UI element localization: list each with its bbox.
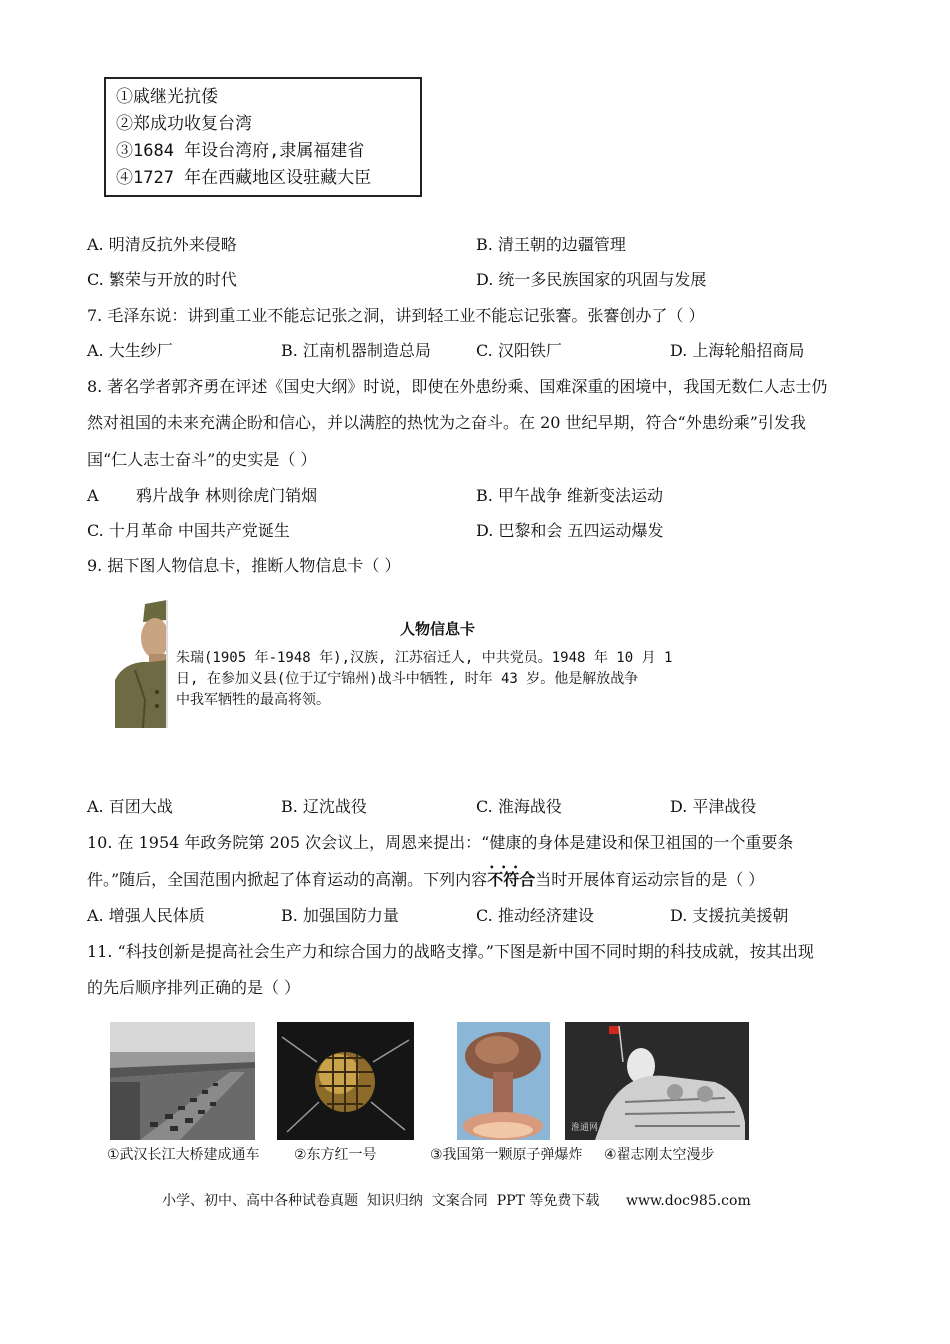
q7-option-c[interactable]: C. 汉阳铁厂 (476, 341, 562, 360)
q11-stem-line-1: 11. “科技创新是提高社会生产力和综合国力的战略支撑。”下图是新中国不同时期的科技成就，按其出现 (87, 942, 814, 961)
q8-option-d[interactable]: D. 巴黎和会 五四运动爆发 (476, 521, 664, 540)
q7-option-d[interactable]: D. 上海轮船招商局 (670, 341, 805, 360)
q7-option-b[interactable]: B. 江南机器制造总局 (281, 341, 431, 360)
q10-option-c[interactable]: C. 推动经济建设 (476, 906, 594, 925)
q10-stem-part-a: 件。”随后，全国范围内掀起了体育运动的高潮。下列内容 (87, 870, 488, 889)
bridge-photo (110, 1022, 255, 1140)
portrait-photo (115, 600, 167, 728)
q10-stem-line-2 (87, 869, 764, 891)
q10-option-d[interactable]: D. 支援抗美援朝 (670, 906, 789, 925)
q7-option-a[interactable]: A. 大生纱厂 (87, 341, 173, 360)
q8-option-a-letter[interactable]: A (87, 486, 99, 505)
caption-3: ③我国第一颗原子弹爆炸 (430, 1147, 583, 1163)
q9-option-a[interactable]: A. 百团大战 (87, 797, 173, 816)
spacewalk-photo (565, 1022, 749, 1140)
q10-stem-part-b: 当时开展体育运动宗旨的是（ ） (535, 870, 765, 889)
q10-option-b[interactable]: B. 加强国防力量 (281, 906, 399, 925)
event-item-2: ②郑成功收复台湾 (116, 114, 252, 134)
q6-option-d[interactable]: D. 统一多民族国家的巩固与发展 (476, 270, 707, 289)
satellite-photo (277, 1022, 414, 1140)
q9-option-d[interactable]: D. 平津战役 (670, 797, 757, 816)
q11-stem-line-2: 的先后顺序排列正确的是（ ） (87, 978, 301, 997)
q8-stem-line-3: 国“仁人志士奋斗”的史实是（ ） (87, 450, 317, 469)
q8-option-b[interactable]: B. 甲午战争 维新变法运动 (476, 486, 664, 505)
atomic-bomb-photo (457, 1022, 550, 1140)
footer-text[interactable]: 小学、初中、高中各种试卷真题 知识归纳 文案合同 PPT 等免费下载 www.doc985.com (162, 1193, 751, 1209)
portrait-divider (166, 600, 168, 728)
q10-option-a[interactable]: A. 增强人民体质 (87, 906, 205, 925)
event-item-3: ③1684 年设台湾府,隶属福建省 (116, 141, 365, 161)
q8-option-c[interactable]: C. 十月革命 中国共产党诞生 (87, 521, 290, 540)
q6-option-c[interactable]: C. 繁荣与开放的时代 (87, 270, 237, 289)
caption-1: ①武汉长江大桥建成通车 (107, 1147, 260, 1163)
q10-emphasis-not-match: • • • 不符合 (487, 869, 535, 891)
q8-stem-line-1: 8. 著名学者郭齐勇在评述《国史大纲》时说，即使在外患纷乘、国难深重的困境中，我国无数仁人志士仍 (87, 377, 828, 396)
q10-stem-line-1: 10. 在 1954 年政务院第 205 次会议上，周恩来提出：“健康的身体是建设和保卫祖国的一个重要条 (87, 833, 794, 852)
q9-stem: 9. 据下图人物信息卡，推断人物信息卡（ ） (87, 556, 401, 575)
q7-stem: 7. 毛泽东说：讲到重工业不能忘记张之洞，讲到轻工业不能忘记张謇。张謇创办了（ ） (87, 306, 705, 325)
q8-option-a-text[interactable]: 鸦片战争 林则徐虎门销烟 (136, 486, 318, 505)
photo-watermark: 淮通网 (571, 1123, 599, 1133)
info-card-line-3: 中我军牺牲的最高将领。 (176, 692, 330, 708)
q9-option-c[interactable]: C. 淮海战役 (476, 797, 562, 816)
q6-option-b[interactable]: B. 清王朝的边疆管理 (476, 235, 626, 254)
event-item-1: ①戚继光抗倭 (116, 87, 218, 107)
info-card-title: 人物信息卡 (400, 620, 476, 638)
q8-stem-line-2: 然对祖国的未来充满企盼和信心，并以满腔的热忱为之奋斗。在 20 世纪早期，符合“外患纷乘”引发我 (87, 413, 806, 432)
info-card-line-2: 日, 在参加义县(位于辽宁锦州)战斗中牺牲, 时年 43 岁。他是解放战争 (176, 671, 639, 687)
event-list-box (104, 77, 422, 197)
info-card-line-1: 朱瑞(1905 年-1948 年),汉族, 江苏宿迁人, 中共党员。1948 年 10 月 1 (176, 650, 673, 666)
event-item-4: ④1727 年在西藏地区设驻藏大臣 (116, 168, 372, 188)
q9-option-b[interactable]: B. 辽沈战役 (281, 797, 367, 816)
caption-4: ④翟志刚太空漫步 (604, 1147, 715, 1163)
caption-2: ②东方红一号 (294, 1147, 377, 1163)
q6-option-a[interactable]: A. 明清反抗外来侵略 (87, 235, 237, 254)
